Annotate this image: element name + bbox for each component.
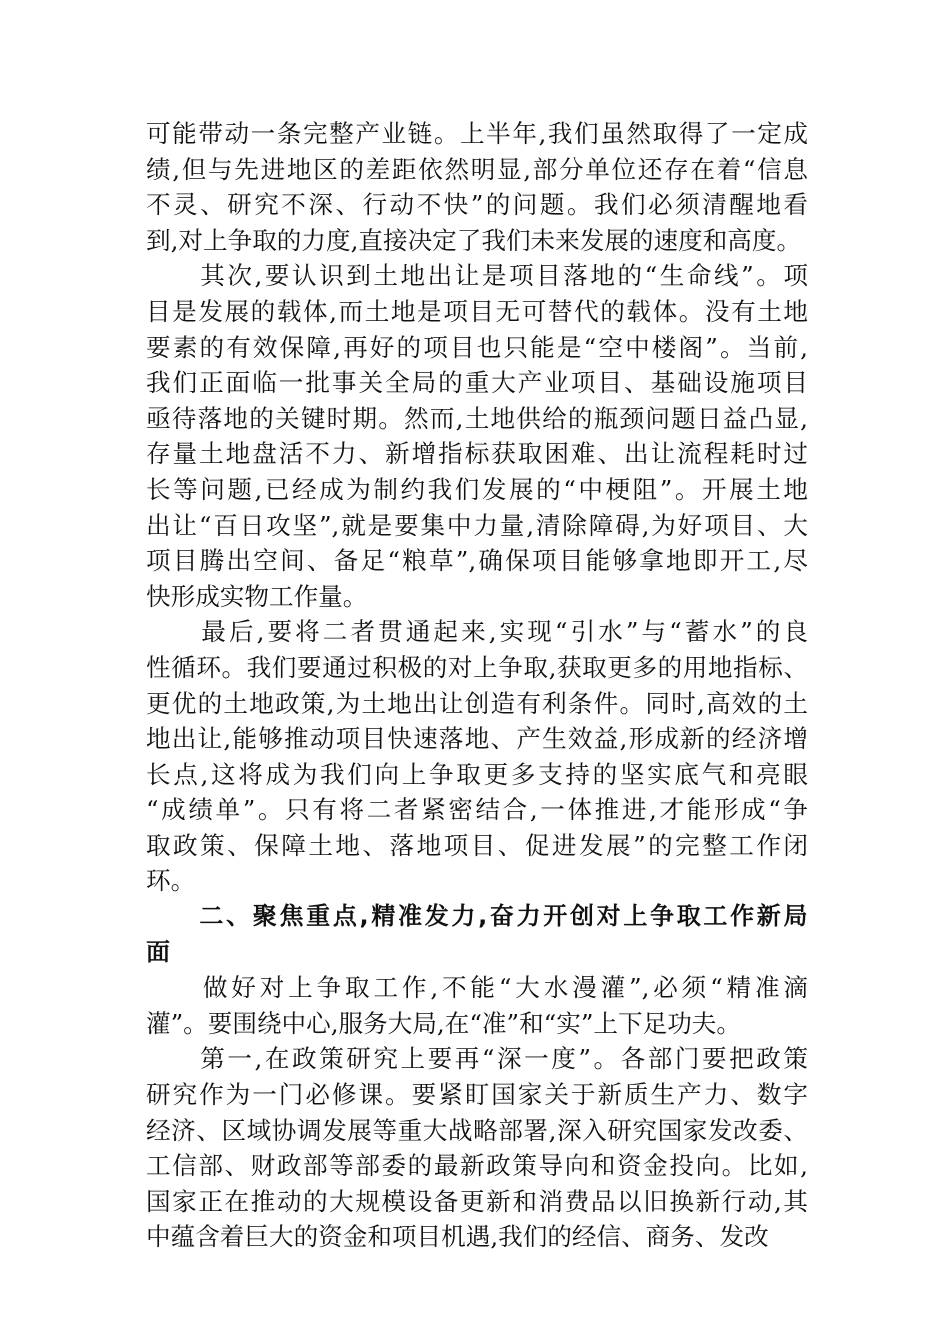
text-line: 更优的土地政策,为土地出让创造有利条件。同时,高效的土 (146, 688, 808, 718)
text-line: 我们正面临一批事关全局的重大产业项目、基础设施项目 (146, 368, 808, 398)
document-body (146, 116, 808, 1255)
text-line: 研究作为一门必修课。要紧盯国家关于新质生产力、数字 (146, 1080, 808, 1110)
text-line: 目是发展的载体,而土地是项目无可替代的载体。没有土地 (146, 296, 808, 326)
text-line: 灌”。要围绕中心,服务大局,在“准”和“实”上下足功夫。 (146, 1008, 741, 1038)
text-line: 地出让,能够推动项目快速落地、产生效益,形成新的经济增 (146, 724, 808, 754)
text-line: 工信部、财政部等部委的最新政策导向和资金投向。比如, (146, 1151, 808, 1181)
paragraph (146, 116, 808, 258)
text-line: 二、聚焦重点,精准发力,奋力开创对上争取工作新局 (146, 902, 808, 931)
text-line: 环。 (146, 866, 196, 896)
paragraph (146, 1041, 808, 1255)
text-line: 项目腾出空间、备足“粮草”,确保项目能够拿地即开工,尽 (146, 546, 808, 576)
text-line: 面 (146, 937, 171, 966)
text-line: 中蕴含着巨大的资金和项目机遇,我们的经信、商务、发改 (146, 1222, 769, 1252)
text-line: 经济、区域协调发展等重大战略部署,深入研究国家发改委、 (146, 1115, 808, 1145)
text-line: 不灵、研究不深、行动不快”的问题。我们必须清醒地看 (146, 190, 808, 220)
text-line: 出让“百日攻坚”,就是要集中力量,清除障碍,为好项目、大 (146, 510, 808, 540)
text-line: 国家正在推动的大规模设备更新和消费品以旧换新行动,其 (146, 1186, 808, 1216)
text-line: 长等问题,已经成为制约我们发展的“中梗阻”。开展土地 (146, 474, 808, 504)
text-line: 取政策、保障土地、落地项目、促进发展”的完整工作闭 (146, 830, 808, 860)
paragraph (146, 970, 808, 1041)
text-line: 到,对上争取的力度,直接决定了我们未来发展的速度和高度。 (146, 225, 802, 255)
text-line: 可能带动一条完整产业链。上半年,我们虽然取得了一定成 (146, 119, 808, 148)
text-line: 第一,在政策研究上要再“深一度”。各部门要把政策 (146, 1044, 808, 1074)
text-line: 绩,但与先进地区的差距依然明显,部分单位还存在着“信息 (146, 154, 808, 184)
text-line: 最后,要将二者贯通起来,实现“引水”与“蓄水”的良 (146, 617, 808, 647)
section-heading (146, 899, 808, 970)
text-line: 存量土地盘活不力、新增指标获取困难、出让流程耗时过 (146, 439, 808, 469)
text-line: “成绩单”。只有将二者紧密结合,一体推进,才能形成“争 (146, 795, 808, 825)
text-line: 做好对上争取工作,不能“大水漫灌”,必须“精准滴 (146, 973, 808, 1003)
text-line: 亟待落地的关键时期。然而,土地供给的瓶颈问题日益凸显, (146, 403, 808, 433)
text-line: 快形成实物工作量。 (146, 581, 368, 611)
paragraph (146, 614, 808, 899)
text-line: 要素的有效保障,再好的项目也只能是“空中楼阁”。当前, (146, 332, 808, 362)
paragraph (146, 258, 808, 614)
text-line: 其次,要认识到土地出让是项目落地的“生命线”。项 (146, 261, 808, 291)
text-line: 长点,这将成为我们向上争取更多支持的坚实底气和亮眼 (146, 759, 808, 789)
text-line: 性循环。我们要通过积极的对上争取,获取更多的用地指标、 (146, 652, 808, 682)
